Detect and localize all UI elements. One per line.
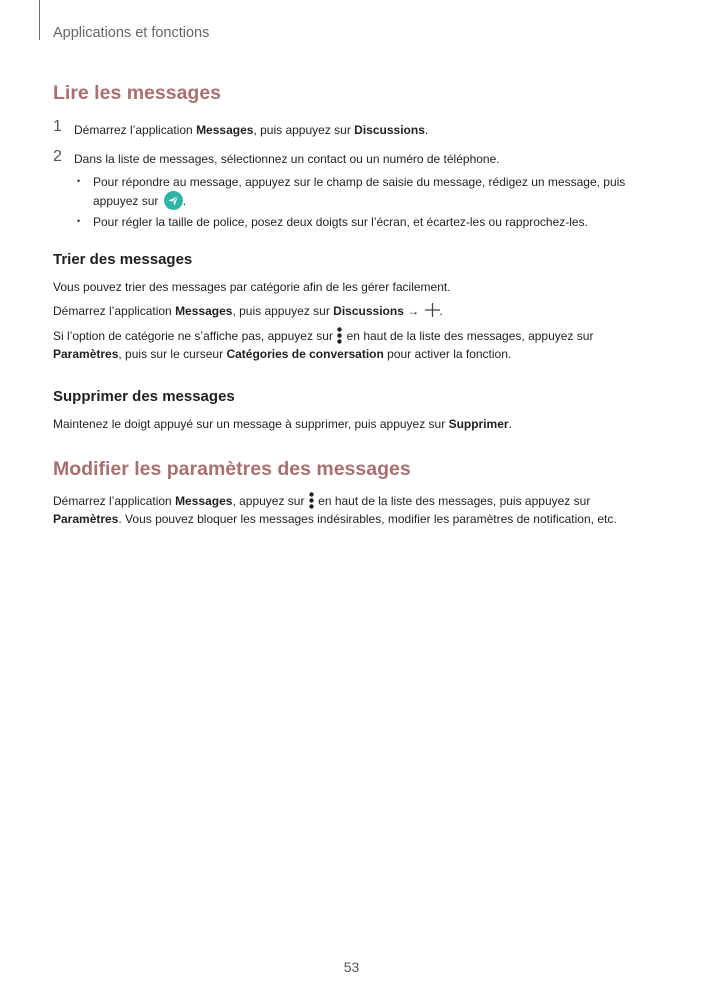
sort-intro: Vous pouvez trier des messages par catégorie afin de les gérer facilement.	[53, 280, 451, 294]
bullet-marker: •	[77, 216, 81, 226]
subsection-title-delete: Supprimer des messages	[53, 388, 235, 405]
page-number: 53	[343, 959, 360, 975]
more-options-icon	[309, 492, 314, 509]
step-number-1: 1	[53, 118, 62, 135]
delete-instructions: Maintenez le doigt appuyé sur un message à supprimer, puis appuyez sur Supprimer.	[53, 417, 512, 431]
category-hint-line1: Si l’option de catégorie ne s’affiche pas, appuyez sur en haut de la liste des messages, appuyez sur	[53, 329, 594, 343]
chapter-title: Applications et fonctions	[53, 25, 210, 41]
step-number-2: 2	[53, 148, 62, 165]
bullet-font-size: Pour régler la taille de police, posez deux doigts sur l’écran, et écartez-les ou rapprochez-les.	[93, 215, 588, 229]
plus-icon	[425, 303, 440, 317]
category-hint-line2: Paramètres, puis sur le curseur Catégories de conversation pour activer la fonction.	[53, 347, 512, 361]
settings-line2: Paramètres. Vous pouvez bloquer les messages indésirables, modifier les paramètres de notification, etc.	[53, 512, 617, 526]
bullet-marker: •	[77, 176, 81, 186]
settings-line1: Démarrez l’application Messages, appuyez sur en haut de la liste des messages, puis appuyez sur	[53, 494, 591, 508]
step-2-text: Dans la liste de messages, sélectionnez un contact ou un numéro de téléphone.	[74, 152, 500, 166]
step-1-text: Démarrez l’application Messages, puis appuyez sur Discussions.	[74, 123, 429, 137]
header-rule	[39, 0, 40, 40]
bullet-reply-line2: appuyez sur .	[93, 191, 186, 210]
more-options-icon	[337, 327, 342, 344]
sort-instructions: Démarrez l’application Messages, puis appuyez sur Discussions → .	[53, 304, 443, 318]
bullet-reply-line1: Pour répondre au message, appuyez sur le champ de saisie du message, rédigez un message, puis	[93, 175, 626, 189]
section-title-settings: Modifier les paramètres des messages	[53, 458, 411, 480]
send-icon	[164, 191, 183, 210]
section-title-read: Lire les messages	[53, 82, 222, 104]
subsection-title-sort: Trier des messages	[53, 251, 193, 268]
